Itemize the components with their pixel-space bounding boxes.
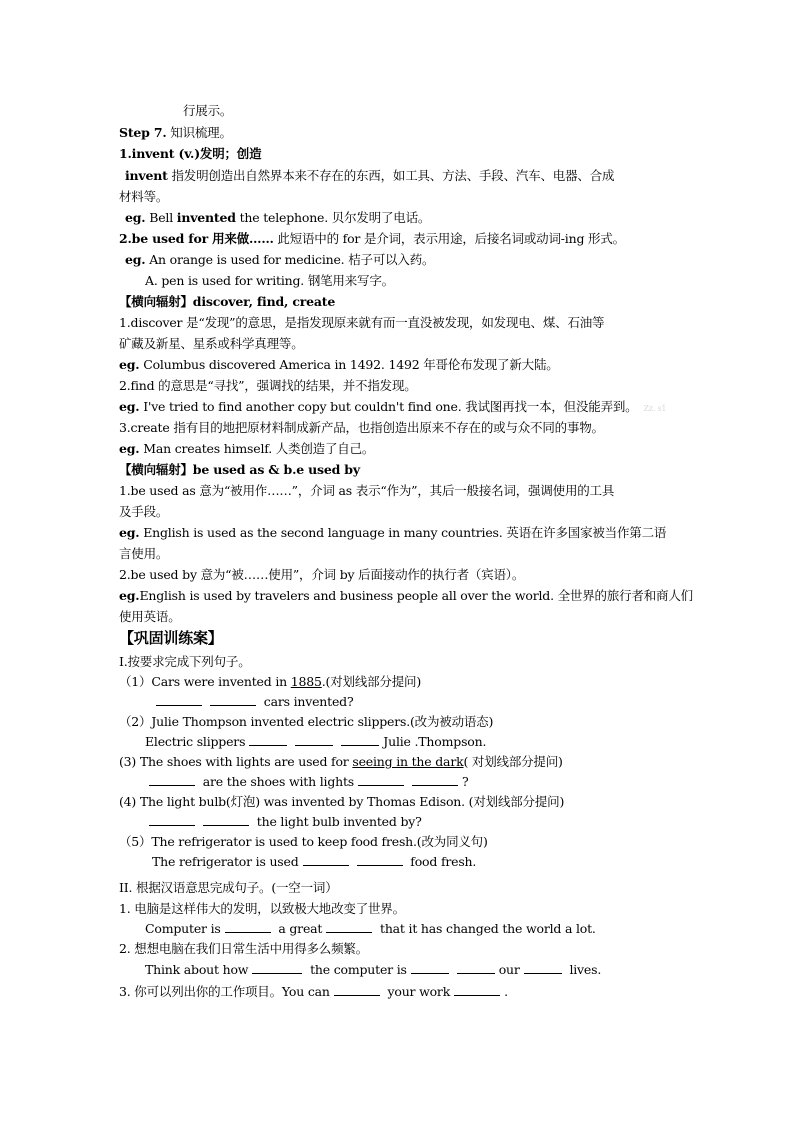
section-heading-discover: 【横向辐射】discover, find, create bbox=[119, 294, 336, 309]
answer-blank[interactable] bbox=[457, 961, 495, 974]
answer-blank[interactable] bbox=[249, 733, 287, 746]
answer-blank[interactable] bbox=[341, 733, 379, 746]
answer-blank[interactable] bbox=[326, 920, 372, 933]
text-line: 矿藏及新星、星系或科学真理等。 bbox=[119, 336, 304, 351]
answer-blank[interactable] bbox=[295, 733, 333, 746]
exercise-question: (3) The shoes with lights are used for seeing in the dark( 对划线部分提问) bbox=[119, 754, 563, 769]
answer-line: Electric slippers Julie .Thompson. bbox=[145, 734, 487, 749]
answer-blank[interactable] bbox=[303, 853, 349, 866]
text-line: 1.be used as 意为“被用作……”，介词 as 表示“作为”，其后一般接名词，强调使用的工具 bbox=[119, 483, 615, 498]
section-heading-used-for: 2.be used for 用来做…… 此短语中的 for 是介词，表示用途，后接名词或动词-ing 形式。 bbox=[119, 231, 625, 246]
example-line: A. pen is used for writing. 钢笔用来写字。 bbox=[145, 273, 394, 288]
section-heading-invent: 1.invent (v.)发明；创造 bbox=[119, 146, 262, 161]
example-line: eg. Man creates himself. 人类创造了自己。 bbox=[119, 441, 375, 456]
text-line: 言使用。 bbox=[119, 546, 169, 561]
example-line: eg.English is used by travelers and business people all over the world. 全世界的旅行者和商人们 bbox=[119, 588, 693, 603]
exercise-question: 2. 想想电脑在我们日常生活中用得多么频繁。 bbox=[119, 941, 369, 956]
exercise-heading: 【巩固训练案】 bbox=[119, 629, 223, 647]
example-line: eg. I've tried to find another copy but couldn't find one. 我试图再找一本，但没能弄到。 Zz. s1 bbox=[119, 399, 667, 414]
answer-line: Computer is a great that it has changed the world a lot. bbox=[145, 921, 596, 936]
exercise-instruction: II. 根据汉语意思完成句子。(一空一词） bbox=[119, 880, 338, 895]
answer-blank[interactable] bbox=[358, 773, 404, 786]
answer-blank[interactable] bbox=[334, 983, 380, 996]
answer-line: The refrigerator is used food fresh. bbox=[152, 854, 477, 869]
text-line: invent 指发明创造出自然界本来不存在的东西，如工具、方法、手段、汽车、电器、合成 bbox=[125, 168, 615, 183]
exercise-question: （5）The refrigerator is used to keep food fresh.(改为同义句) bbox=[119, 834, 488, 849]
answer-line: cars invented? bbox=[152, 691, 712, 712]
example-line: eg. Columbus discovered America in 1492. 1492 年哥伦布发现了新大陆。 bbox=[119, 357, 559, 372]
answer-line: are the shoes with lights ? bbox=[145, 771, 705, 792]
answer-line: the light bulb invented by? bbox=[145, 811, 705, 832]
text-line: 3.create 指有目的地把原材料制成新产品，也指创造出原来不存在的或与众不同的事物。 bbox=[119, 420, 604, 435]
text-line: 2.find 的意思是“寻找”，强调找的结果，并不指发现。 bbox=[119, 378, 417, 393]
text-line: 2.be used by 意为“被……使用”，介词 by 后面接动作的执行者（宾语）。 bbox=[119, 567, 525, 582]
exercise-question: (4) The light bulb(灯泡) was invented by Thomas Edison. (对划线部分提问) bbox=[119, 794, 565, 809]
answer-blank[interactable] bbox=[149, 813, 195, 826]
answer-blank[interactable] bbox=[252, 961, 302, 974]
text-line: 行展示。 bbox=[183, 103, 233, 118]
watermark: Zz. s1 bbox=[643, 404, 667, 413]
text-line: 使用英语。 bbox=[119, 609, 181, 624]
example-line: eg. An orange is used for medicine. 桔子可以入药。 bbox=[125, 252, 435, 267]
exercise-question: 1. 电脑是这样伟大的发明，以致极大地改变了世界。 bbox=[119, 901, 405, 916]
answer-line: Think about how the computer is our lives. bbox=[145, 962, 602, 977]
exercise-question: （1）Cars were invented in 1885.(对划线部分提问) bbox=[119, 674, 422, 689]
section-heading-used-as: 【横向辐射】be used as & b.e used by bbox=[119, 462, 360, 477]
answer-blank[interactable] bbox=[203, 813, 249, 826]
example-line: eg. English is used as the second language in many countries. 英语在许多国家被当作第二语 bbox=[119, 525, 667, 540]
text-line: 材料等。 bbox=[119, 189, 169, 204]
text-line: 1.discover 是“发现”的意思，是指发现原来就有而一直没被发现，如发现电、煤、石油等 bbox=[119, 315, 605, 330]
exercise-instruction: I.按要求完成下列句子。 bbox=[119, 654, 251, 669]
answer-blank[interactable] bbox=[357, 853, 403, 866]
text-line: 及手段。 bbox=[119, 504, 169, 519]
answer-blank[interactable] bbox=[411, 961, 449, 974]
answer-blank[interactable] bbox=[156, 693, 202, 706]
answer-blank[interactable] bbox=[210, 693, 256, 706]
answer-blank[interactable] bbox=[412, 773, 458, 786]
answer-blank[interactable] bbox=[454, 983, 500, 996]
exercise-question: （2）Julie Thompson invented electric slippers.(改为被动语态) bbox=[119, 714, 494, 729]
step-heading: Step 7. 知识梳理。 bbox=[119, 125, 232, 140]
exercise-question: 3. 你可以列出你的工作项目。You can your work . bbox=[119, 984, 508, 999]
answer-blank[interactable] bbox=[524, 961, 562, 974]
answer-blank[interactable] bbox=[225, 920, 271, 933]
answer-blank[interactable] bbox=[149, 773, 195, 786]
example-line: eg. Bell invented the telephone. 贝尔发明了电话。 bbox=[125, 210, 431, 225]
